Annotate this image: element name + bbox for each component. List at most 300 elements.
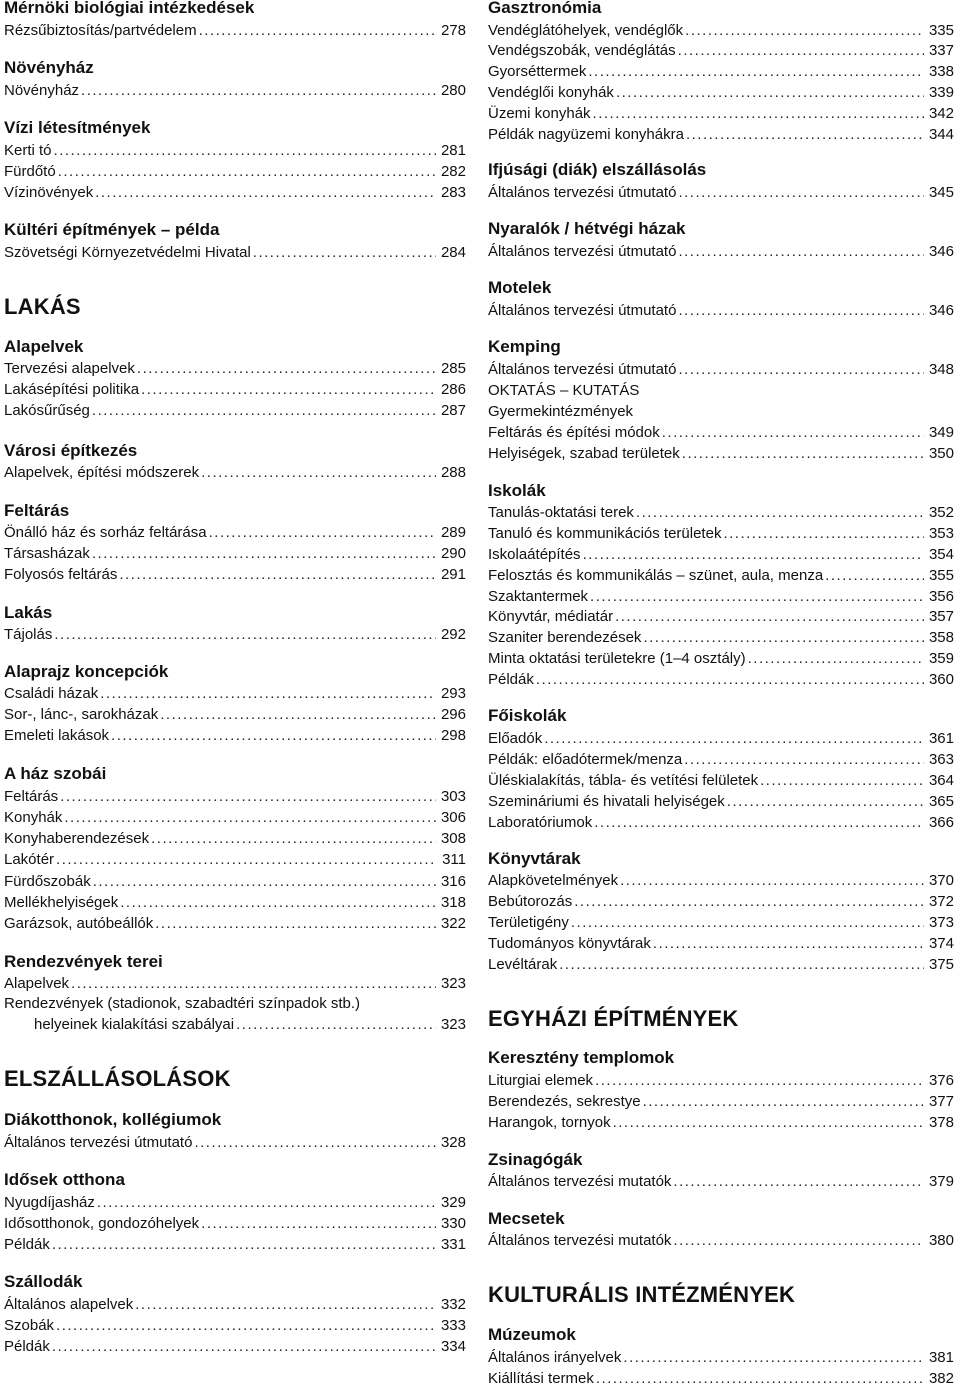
dot-leader [209,523,436,542]
toc-entry [488,1113,954,1132]
toc-entry [488,871,954,890]
toc-entry [4,974,466,993]
toc-entry [488,1092,954,1111]
toc-entry [4,1337,466,1356]
toc-entry [4,1193,466,1212]
toc-entry [4,359,466,378]
section-heading: Keresztény templomok [488,1048,675,1067]
dot-leader [574,892,924,911]
toc-entry [488,301,954,320]
toc-entry-title: Berendezés, sekrestye [488,1093,641,1110]
dot-leader [135,1295,436,1314]
section-heading: Motelek [488,278,552,297]
toc-entry-title: Családi házak [4,685,99,702]
page-number: 377 [928,1093,954,1110]
toc-entry [4,829,466,848]
section-heading: Vízi létesítmények [4,118,151,137]
dot-leader [686,125,924,144]
dot-leader [636,503,924,522]
toc-entry [488,104,954,123]
dot-leader [253,243,436,262]
toc-entry-title: Fürdőtó [4,163,56,180]
page-number: 354 [928,546,954,563]
dot-leader [593,104,924,123]
toc-label: OKTATÁS – KUTATÁS [488,382,640,399]
page-number: 283 [440,184,466,201]
page-number: 311 [442,851,466,868]
toc-entry [4,872,466,891]
dot-leader [92,401,436,420]
toc-entry [488,444,954,463]
toc-entry-title: Szobák [4,1317,55,1334]
dot-leader [662,423,924,442]
toc-entry-title: Példák [488,671,534,688]
toc-entry [4,787,466,806]
toc-entry [488,607,954,626]
section-heading: A ház szobái [4,764,107,783]
toc-entry [488,587,954,606]
page-number: 284 [440,244,466,261]
dot-leader [583,545,924,564]
toc-entry [488,125,954,144]
toc-entry-title: Alapkövetelmények [488,872,619,889]
dot-leader [760,771,924,790]
dot-leader [595,1071,924,1090]
toc-entry-title: Liturgiai elemek [488,1072,594,1089]
toc-entry-title: Feltárás [4,788,59,805]
page-number: 365 [928,793,954,810]
toc-entry [488,1231,954,1250]
page-number: 375 [928,956,954,973]
chapter-title: LAKÁS [4,294,81,319]
section-heading: Idősek otthona [4,1170,125,1189]
dot-leader [119,565,436,584]
toc-entry [488,729,954,748]
toc-entry [488,503,954,522]
page-number: 364 [928,772,954,789]
toc-entry [4,914,466,933]
toc-entry [4,1295,466,1314]
page-number: 356 [928,588,954,605]
toc-entry-title: Könyvtár, médiatár [488,608,614,625]
toc-entry-title: Általános tervezési útmutató [488,243,677,260]
toc-entry [4,243,466,262]
toc-entry [4,1235,466,1254]
page-number: 291 [440,566,466,583]
toc-entry [4,625,466,644]
toc-entry [488,628,954,647]
dot-leader [137,359,436,378]
toc-entry-title: Előadók [488,730,543,747]
section-heading: Iskolák [488,481,546,500]
toc-entry [488,771,954,790]
dot-leader [623,1348,924,1367]
toc-entry [488,360,954,379]
page-number: 374 [928,935,954,952]
toc-entry [4,162,466,181]
toc-entry-title: Tanuló és kommunikációs területek [488,525,722,542]
page-number: 318 [440,894,466,911]
section-heading: Ifjúsági (diák) elszállásolás [488,160,707,179]
page-number: 361 [928,730,954,747]
page-number: 363 [928,751,954,768]
toc-entry [4,565,466,584]
toc-entry-title: Általános alapelvek [4,1296,134,1313]
toc-entry [488,934,954,953]
toc-entry-title: Példák [4,1236,50,1253]
page-number: 348 [928,361,954,378]
dot-leader [155,914,436,933]
dot-leader [236,1015,436,1034]
toc-entry-title: Példák nagyüzemi konyhákra [488,126,684,143]
dot-leader [71,974,436,993]
dot-leader [95,183,436,202]
toc-entry [4,544,466,563]
toc-entry [488,1369,954,1388]
toc-entry [488,670,954,689]
toc-entry-title: Példák [4,1338,50,1355]
toc-entry [488,545,954,564]
section-heading: Könyvtárak [488,849,581,868]
page-number: 308 [440,830,466,847]
dot-leader [620,871,924,890]
page-number: 357 [928,608,954,625]
toc-entry-title: Alapelvek, építési módszerek [4,464,200,481]
dot-leader [678,301,924,320]
toc-entry-title: Kiállítási termek [488,1370,594,1387]
dot-leader [727,792,924,811]
page-number: 339 [928,84,954,101]
toc-entry [4,183,466,202]
toc-label: Rendezvények (stadionok, szabadtéri színpadok stb.) [4,995,361,1012]
toc-entry-title: Bebútorozás [488,893,573,910]
toc-entry [488,813,954,832]
page-number: 346 [928,302,954,319]
toc-entry-title: Harangok, tornyok [488,1114,611,1131]
dot-leader [56,1316,436,1335]
dot-leader [678,41,924,60]
dot-leader [201,463,436,482]
page-number: 349 [928,424,954,441]
dot-leader [151,829,436,848]
dot-leader [613,1113,924,1132]
chapter-title: ELSZÁLLÁSOLÁSOK [4,1066,231,1091]
toc-entry [4,684,466,703]
section-heading: Városi építkezés [4,441,138,460]
page-number: 350 [928,445,954,462]
dot-leader [120,893,436,912]
dot-leader [682,444,924,463]
toc-entry-title: Üléskialakítás, tábla- és vetítési felületek [488,772,759,789]
page-number: 290 [440,545,466,562]
dot-leader [58,162,436,181]
toc-entry-title: Levéltárak [488,956,558,973]
toc-entry-title: Idősotthonok, gondozóhelyek [4,1215,200,1232]
toc-entry-title: Társasházak [4,545,90,562]
toc-entry-title: Üzemi konyhák [488,105,591,122]
dot-leader [615,607,924,626]
toc-entry-title: Folyosós feltárás [4,566,118,583]
page-number: 281 [440,142,466,159]
section-heading: Mérnöki biológiai intézkedések [4,0,255,17]
dot-leader [723,524,924,543]
toc-entry-title: Fürdőszobák [4,873,91,890]
toc-entry [4,141,466,160]
page-number: 346 [928,243,954,260]
section-heading: Alapelvek [4,337,84,356]
section-heading: Növényház [4,58,94,77]
toc-entry-title: Vendéglői konyhák [488,84,614,101]
dot-leader [571,913,924,932]
section-heading: Gasztronómia [488,0,602,17]
toc-entry-title: Szaniter berendezések [488,629,642,646]
toc-entry [4,850,466,869]
toc-entry [4,401,466,420]
toc-entry-title: Mellékhelyiségek [4,894,119,911]
page-number: 332 [440,1296,466,1313]
chapter-title: EGYHÁZI ÉPÍTMÉNYEK [488,1006,739,1031]
page-number: 289 [440,524,466,541]
section-heading: Múzeumok [488,1325,576,1344]
toc-entry-title: Vendéglátóhelyek, vendéglők [488,22,684,39]
toc-entry-title: Önálló ház és sorház feltárása [4,524,207,541]
page-number: 331 [440,1236,466,1253]
toc-entry-title: Rézsűbiztosítás/partvédelem [4,22,197,39]
page-number: 333 [440,1317,466,1334]
dot-leader [56,850,436,869]
page-number: 360 [928,671,954,688]
toc-entry [4,1214,466,1233]
page-number: 287 [440,402,466,419]
toc-entry [488,524,954,543]
dot-leader [684,750,924,769]
page-number: 334 [440,1338,466,1355]
page-number: 280 [440,82,466,99]
dot-leader [673,1172,924,1191]
section-heading: Feltárás [4,501,70,520]
page-number: 380 [928,1232,954,1249]
toc-entry [4,1015,466,1034]
dot-leader [596,1369,924,1388]
page-number: 322 [440,915,466,932]
dot-leader [54,141,436,160]
page-number: 282 [440,163,466,180]
page-number: 355 [928,567,954,584]
dot-leader [52,1235,436,1254]
page-number: 372 [928,893,954,910]
toc-entry-title: Vendégszobák, vendéglátás [488,42,676,59]
toc-entry [488,892,954,911]
toc-entry-title: Általános tervezési útmutató [4,1134,193,1151]
toc-entry [4,21,466,40]
toc-entry-title: Területigény [488,914,569,931]
dot-leader [678,183,924,202]
dot-leader [81,81,436,100]
page-number: 342 [928,105,954,122]
toc-entry-title: Emeleti lakások [4,727,110,744]
toc-entry [488,1172,954,1191]
toc-entry-title: Felosztás és kommunikálás – szünet, aula, menza [488,567,824,584]
toc-entry-title: Növényház [4,82,80,99]
dot-leader [594,813,924,832]
dot-leader [141,380,436,399]
page-number: 379 [928,1173,954,1190]
toc-entry-title: Gyorséttermek [488,63,587,80]
toc-entry [4,523,466,542]
page-number: 381 [928,1349,954,1366]
section-heading: Rendezvények terei [4,952,163,971]
page-number: 335 [928,22,954,39]
toc-entry-title: Helyiségek, szabad területek [488,445,680,462]
section-heading: Kültéri építmények – példa [4,220,220,239]
toc-entry-title: Lakásépítési politika [4,381,140,398]
toc-entry-title: Szaktantermek [488,588,589,605]
toc-entry [488,792,954,811]
page-number: 328 [440,1134,466,1151]
toc-entry [4,380,466,399]
page-number: 323 [440,1016,466,1033]
dot-leader [825,566,924,585]
toc-entry-title: Tervezési alapelvek [4,360,135,377]
page-number: 329 [440,1194,466,1211]
toc-entry-title: helyeinek kialakítási szabályai [34,1016,235,1033]
dot-leader [590,587,924,606]
toc-entry [488,955,954,974]
toc-entry [488,913,954,932]
dot-leader [536,670,924,689]
toc-label: Gyermekintézmények [488,403,634,420]
page-number: 370 [928,872,954,889]
toc-entry-title: Tájolás [4,626,53,643]
dot-leader [643,628,924,647]
dot-leader [201,1214,436,1233]
toc-entry [4,893,466,912]
toc-entry-title: Alapelvek [4,975,70,992]
dot-leader [92,544,436,563]
toc-entry-title: Általános irányelvek [488,1349,622,1366]
dot-leader [544,729,924,748]
dot-leader [559,955,924,974]
toc-entry-title: Feltárás és építési módok [488,424,660,441]
toc-entry-title: Sor-, lánc-, sarokházak [4,706,159,723]
page-number: 338 [928,63,954,80]
toc-entry-title: Általános tervezési mutatók [488,1232,672,1249]
page-number: 298 [440,727,466,744]
toc-entry-title: Lakósűrűség [4,402,90,419]
section-heading: Diákotthonok, kollégiumok [4,1110,222,1129]
toc-entry [4,1133,466,1152]
toc-entry [488,423,954,442]
dot-leader [673,1231,924,1250]
dot-leader [588,62,924,81]
page-number: 323 [440,975,466,992]
dot-leader [748,649,924,668]
page-number: 359 [928,650,954,667]
page-number: 366 [928,814,954,831]
page-number: 373 [928,914,954,931]
dot-leader [93,872,436,891]
dot-leader [160,705,436,724]
toc-entry [4,463,466,482]
dot-leader [643,1092,924,1111]
toc-entry [4,1316,466,1335]
page-number: 358 [928,629,954,646]
toc-entry [488,21,954,40]
page-number: 293 [440,685,466,702]
toc-entry [4,808,466,827]
toc-entry-title: Általános tervezési útmutató [488,302,677,319]
toc-entry [488,41,954,60]
dot-leader [54,625,436,644]
toc-entry-title: Konyhák [4,809,63,826]
dot-leader [97,1193,436,1212]
toc-entry [488,566,954,585]
dot-leader [653,934,924,953]
section-heading: Főiskolák [488,706,567,725]
section-heading: Kemping [488,337,561,356]
toc-entry [488,1071,954,1090]
dot-leader [64,808,436,827]
toc-entry [488,242,954,261]
toc-entry-title: Tanulás-oktatási terek [488,504,634,521]
toc-entry-title: Tudományos könyvtárak [488,935,651,952]
dot-leader [111,726,436,745]
dot-leader [52,1337,436,1356]
dot-leader [678,242,924,261]
section-heading: Zsinagógák [488,1150,583,1169]
page-number: 353 [928,525,954,542]
toc-entry-title: Általános tervezési útmutató [488,361,677,378]
page-number: 316 [440,873,466,890]
page-number: 285 [440,360,466,377]
page-number: 303 [440,788,466,805]
section-heading: Lakás [4,603,53,622]
page-number: 376 [928,1072,954,1089]
toc-entry [4,81,466,100]
page-number: 296 [440,706,466,723]
toc-entry [4,705,466,724]
dot-leader [100,684,436,703]
dot-leader [616,83,924,102]
toc-entry-title: Iskolaátépítés [488,546,581,563]
toc-entry [488,750,954,769]
page-number: 345 [928,184,954,201]
toc-entry-title: Szövetségi Környezetvédelmi Hivatal [4,244,251,261]
toc-entry-title: Laboratóriumok [488,814,593,831]
toc-entry-title: Minta oktatási területekre (1–4 osztály) [488,650,746,667]
page-number: 278 [440,22,466,39]
section-heading: Mecsetek [488,1209,565,1228]
section-heading: Alaprajz koncepciók [4,662,169,681]
page-number: 344 [928,126,954,143]
dot-leader [685,21,924,40]
page-number: 330 [440,1215,466,1232]
toc-entry-title: Általános tervezési útmutató [488,184,677,201]
toc-entry-title: Konyhaberendezések [4,830,150,847]
page-number: 306 [440,809,466,826]
toc-entry-title: Példák: előadótermek/menza [488,751,683,768]
page-number: 286 [440,381,466,398]
dot-leader [678,360,924,379]
toc-entry [4,726,466,745]
section-heading: Szállodák [4,1272,83,1291]
toc-entry [488,83,954,102]
page-number: 378 [928,1114,954,1131]
toc-entry-title: Kerti tó [4,142,52,159]
toc-entry-title: Szemináriumi és hivatali helyiségek [488,793,725,810]
dot-leader [60,787,436,806]
dot-leader [194,1133,436,1152]
